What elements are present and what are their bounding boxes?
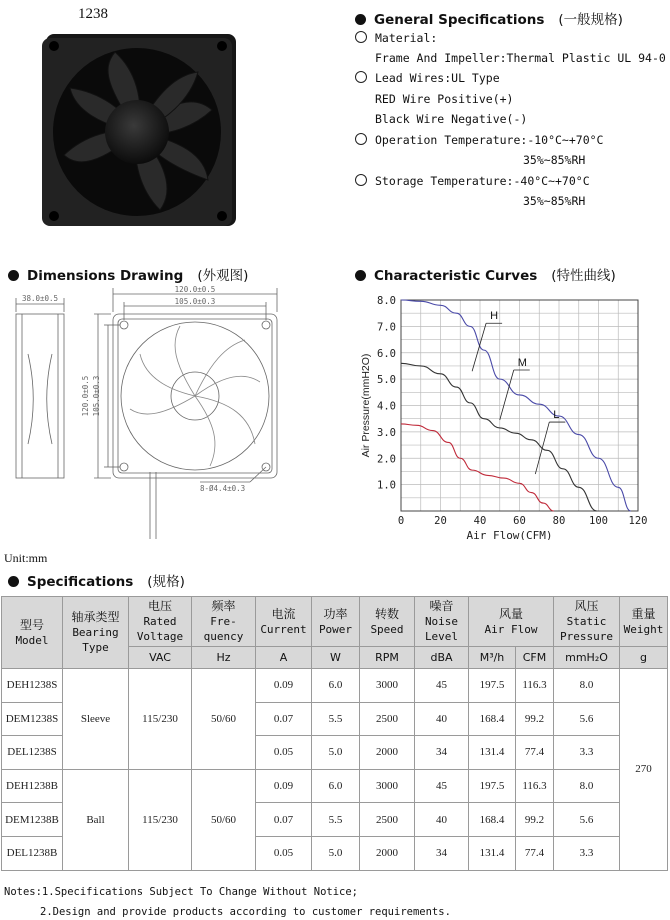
y-tick-label: 1.0 — [377, 479, 396, 492]
fan-photo — [40, 30, 240, 230]
pressure-cell: 3.3 — [554, 836, 620, 870]
specifications-title-text: Specifications — [27, 574, 134, 590]
cfm-cell: 99.2 — [516, 702, 554, 736]
unit-cell: M³/h — [469, 647, 516, 669]
frequency-cell: 50/60 — [192, 669, 256, 770]
power-cell: 6.0 — [312, 769, 360, 803]
header-zh: 风量 — [499, 606, 524, 621]
header-zh: 电压 — [147, 599, 172, 613]
speed-cell: 2500 — [360, 702, 415, 736]
y-tick-label: 2.0 — [377, 453, 396, 466]
y-tick-label: 3.0 — [377, 426, 396, 439]
header-zh: 轴承类型 — [71, 610, 120, 624]
general-spec-text: Frame And Impeller:Thermal Plastic UL 94-0 — [375, 51, 666, 65]
header-en: Fre- quency — [203, 615, 244, 643]
dimensions-title — [8, 264, 248, 284]
header-zh: 电流 — [271, 606, 296, 621]
general-spec-text: Black Wire Negative(-) — [375, 112, 528, 126]
noise-cell: 45 — [415, 769, 469, 803]
general-spec-text: Lead Wires:UL Type — [375, 71, 500, 85]
table-row — [2, 669, 668, 703]
general-spec-line — [355, 174, 590, 188]
bearing-cell: Sleeve — [63, 669, 129, 770]
noise-cell: 45 — [415, 669, 469, 703]
y-tick-label: 6.0 — [377, 347, 396, 360]
header-cell — [63, 597, 129, 669]
cfm-cell: 99.2 — [516, 803, 554, 837]
specifications-title-cn: (规格) — [147, 574, 185, 590]
voltage-cell: 115/230 — [129, 769, 192, 870]
depth-dim-label: 38.0±0.5 — [21, 294, 59, 303]
unit-note: Unit:mm — [4, 551, 48, 565]
model-cell: DEM1238B — [2, 803, 63, 837]
x-tick-label: 60 — [513, 515, 526, 527]
note-1: Notes:1.Specifications Subject To Change Without Notice; — [4, 886, 359, 898]
bullet-circle-icon — [355, 174, 367, 186]
pressure-cell: 3.3 — [554, 736, 620, 770]
x-tick-label: 20 — [434, 515, 447, 527]
general-spec-text: Material: — [375, 31, 438, 45]
pressure-cell: 5.6 — [554, 803, 620, 837]
cfm-cell: 77.4 — [516, 836, 554, 870]
y-axis-label: Air Pressure(mmH2O) — [360, 353, 372, 458]
m3h-cell: 197.5 — [469, 769, 516, 803]
bullet-dot-icon — [355, 14, 366, 25]
header-en: Noise Level — [424, 615, 459, 643]
table-header-row — [2, 597, 668, 647]
speed-cell: 2000 — [360, 736, 415, 770]
height-outer-dim-label: 120.0±0.5 — [81, 375, 90, 417]
series-label-h: H — [490, 310, 499, 323]
width-hole-dim-label: 105.0±0.3 — [174, 297, 216, 306]
speed-cell: 2000 — [360, 836, 415, 870]
general-spec-line — [375, 112, 527, 126]
general-spec-text: Operation Temperature:-10°C~+70°C — [375, 133, 604, 147]
header-cell — [312, 597, 360, 647]
bullet-circle-icon — [355, 31, 367, 43]
header-cell — [2, 597, 63, 669]
unit-cell: W — [312, 647, 360, 669]
table-row — [2, 769, 668, 803]
characteristic-chart — [355, 290, 665, 540]
x-tick-label: 100 — [589, 515, 608, 527]
model-cell: DEL1238B — [2, 836, 63, 870]
general-spec-line — [375, 51, 666, 65]
header-cell — [415, 597, 469, 647]
noise-cell: 40 — [415, 702, 469, 736]
header-en: Power — [318, 622, 353, 636]
header-en: Rated Voltage — [136, 615, 184, 643]
cfm-cell: 116.3 — [516, 669, 554, 703]
cfm-cell: 116.3 — [516, 769, 554, 803]
header-zh: 转数 — [374, 606, 399, 621]
header-zh: 型号 — [19, 617, 44, 632]
power-cell: 5.0 — [312, 836, 360, 870]
m3h-cell: 168.4 — [469, 803, 516, 837]
current-cell: 0.05 — [256, 836, 312, 870]
power-cell: 5.0 — [312, 736, 360, 770]
header-en: Speed — [370, 622, 404, 636]
general-spec-text: RED Wire Positive(+) — [375, 92, 514, 106]
header-cell — [192, 597, 256, 647]
specifications-title — [8, 570, 185, 590]
pressure-cell: 5.6 — [554, 702, 620, 736]
unit-cell: Hz — [192, 647, 256, 669]
header-zh: 功率 — [323, 606, 348, 621]
dimensions-title-cn: (外观图) — [197, 268, 249, 284]
series-leader-line — [500, 370, 514, 420]
header-zh: 重量 — [631, 606, 656, 621]
current-cell: 0.07 — [256, 702, 312, 736]
header-cell — [554, 597, 620, 647]
noise-cell: 34 — [415, 836, 469, 870]
header-cell — [620, 597, 668, 647]
header-en: Bearing Type — [72, 626, 119, 654]
holes-dim-label: 8-Ø4.4±0.3 — [200, 484, 246, 493]
header-en: Static Pressure — [560, 615, 613, 643]
pressure-cell: 8.0 — [554, 669, 620, 703]
general-spec-line — [523, 194, 585, 208]
m3h-cell: 168.4 — [469, 702, 516, 736]
specifications-table — [1, 596, 668, 871]
header-zh: 风压 — [574, 599, 599, 613]
pressure-cell: 8.0 — [554, 769, 620, 803]
general-spec-text: Storage Temperature:-40°C~+70°C — [375, 174, 590, 188]
unit-cell: dBA — [415, 647, 469, 669]
series-leader-line — [535, 422, 549, 474]
current-cell: 0.09 — [256, 769, 312, 803]
curves-title — [355, 264, 616, 284]
header-en: Model — [15, 633, 49, 647]
height-hole-dim-label: 105.0±0.3 — [92, 375, 101, 417]
header-en: Weight — [623, 622, 664, 636]
speed-cell: 3000 — [360, 769, 415, 803]
power-cell: 6.0 — [312, 669, 360, 703]
general-spec-text: 35%~85%RH — [523, 153, 586, 167]
x-axis-label: Air Flow(CFM) — [466, 529, 553, 540]
x-tick-label: 40 — [473, 515, 487, 527]
m3h-cell: 131.4 — [469, 736, 516, 770]
general-spec-line — [355, 71, 500, 85]
header-zh: 频率 — [211, 599, 236, 613]
bullet-circle-icon — [355, 71, 367, 83]
dimensions-title-text: Dimensions Drawing — [27, 268, 184, 284]
power-cell: 5.5 — [312, 702, 360, 736]
current-cell: 0.05 — [256, 736, 312, 770]
general-specs-title-cn: (一般规格) — [558, 12, 623, 28]
frequency-cell: 50/60 — [192, 769, 256, 870]
header-cell — [360, 597, 415, 647]
y-tick-label: 8.0 — [377, 295, 396, 307]
note-2: 2.Design and provide products according to customer requirements. — [40, 906, 451, 918]
cfm-cell: 77.4 — [516, 736, 554, 770]
header-zh: 噪音 — [429, 599, 454, 613]
series-line-m — [401, 363, 597, 511]
noise-cell: 34 — [415, 736, 469, 770]
header-cell — [256, 597, 312, 647]
model-cell: DEM1238S — [2, 702, 63, 736]
bullet-circle-icon — [355, 133, 367, 145]
weight-cell: 270 — [620, 669, 668, 871]
current-cell: 0.09 — [256, 669, 312, 703]
model-number: 1238 — [78, 6, 108, 22]
y-tick-label: 7.0 — [377, 321, 396, 334]
unit-cell: RPM — [360, 647, 415, 669]
bearing-cell: Ball — [63, 769, 129, 870]
unit-cell: mmH₂O — [554, 647, 620, 669]
y-tick-label: 5.0 — [377, 374, 396, 387]
speed-cell: 3000 — [360, 669, 415, 703]
curves-title-cn: (特性曲线) — [551, 268, 616, 284]
header-cell — [469, 597, 554, 647]
series-label-m: M — [517, 357, 527, 370]
width-outer-dim-label: 120.0±0.5 — [174, 285, 216, 294]
unit-cell: VAC — [129, 647, 192, 669]
speed-cell: 2500 — [360, 803, 415, 837]
unit-cell: CFM — [516, 647, 554, 669]
power-cell: 5.5 — [312, 803, 360, 837]
header-en: Air Flow — [484, 622, 538, 636]
header-cell — [129, 597, 192, 647]
general-specs-title — [355, 8, 623, 28]
x-tick-label: 0 — [397, 515, 405, 527]
x-tick-label: 80 — [552, 515, 566, 527]
y-tick-label: 4.0 — [377, 400, 396, 413]
bullet-dot-icon — [8, 270, 19, 281]
unit-cell: A — [256, 647, 312, 669]
general-spec-line — [355, 133, 603, 147]
model-cell: DEH1238B — [2, 769, 63, 803]
general-spec-line — [375, 92, 513, 106]
noise-cell: 40 — [415, 803, 469, 837]
curves-title-text: Characteristic Curves — [374, 268, 538, 284]
voltage-cell: 115/230 — [129, 669, 192, 770]
unit-cell: g — [620, 647, 668, 669]
series-label-l: L — [553, 409, 560, 422]
header-en: Current — [260, 622, 307, 636]
m3h-cell: 131.4 — [469, 836, 516, 870]
model-cell: DEH1238S — [2, 669, 63, 703]
general-spec-line — [355, 31, 437, 45]
dimensions-drawing — [0, 284, 340, 546]
current-cell: 0.07 — [256, 803, 312, 837]
general-spec-text: 35%~85%RH — [523, 194, 586, 208]
m3h-cell: 197.5 — [469, 669, 516, 703]
general-spec-line — [523, 153, 585, 167]
model-cell: DEL1238S — [2, 736, 63, 770]
x-tick-label: 120 — [628, 515, 648, 527]
bullet-dot-icon — [355, 270, 366, 281]
bullet-dot-icon — [8, 576, 19, 587]
general-specs-title-text: General Specifications — [374, 12, 545, 28]
